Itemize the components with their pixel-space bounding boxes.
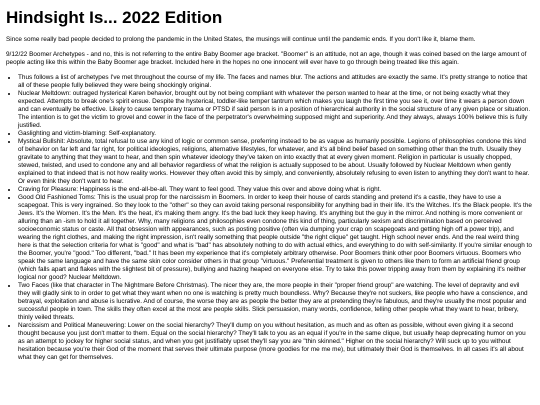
list-item: • Gaslighting and victim-blaming: Self-explanatory. <box>18 130 532 138</box>
list-item: • Mystical Bullshit: Absolute, total refusal to use any kind of logic or common sense, preferring instead to be as vague as humanly possible. Legions of philosophies condone this kind of behavior on far left and far right, for political ideologies, religions, alternative lifestyles, for whatever, and it's all blind belief based on something other than the truth. Usually they gravitate to anything that they want to hear, and then spin whatever ideology they've taken on into exactly that at every given moment. Religion in particular is usually chopped, stewed, twisted, and used to condone any and all behavior regardless of what the religion is actually supposed to be about. Usually followed by Nuclear Meltdown when gently explained to that indeed that is not how reality works. However they often avoid this by simply, and conveniently, absolutely refusing to even listen to anything they don't want to hear. Or even think they don't want to hear. <box>18 138 532 186</box>
list-item: • Thus follows a list of archetypes I've met throughout the course of my life. The faces and names blur. The actions and attitudes are exactly the same. It's pretty strange to notice that all of these people fully believed they were being shockingly original. <box>18 74 532 90</box>
list-item: • Narcissism and Political Maneuvering: Lower on the social hierarchy? They'll dump on you without hesitation, as much and as often as possible, without even giving it a second thought because you just don't matter to them. Equal on the social hierarchy? They'll talk to you as an equal if you're in the same clique, but usually heap deprecating humor on you as an attempt to jockey for higher social status, and when you get justifiably upset they'll say you are "thin skinned." Higher on the social hierarchy? Will suck up to you without hesitation because you're their God of the moment that serves their ultimate purpose (more goodies for me me me), but ultimately their God is themselves. In all cases it's all about what they can get for themselves. <box>18 322 532 362</box>
list-item: • Nuclear Meltdown: outraged hysterical Karen behavior, brought out by not being compliant with whatever the person wanted to hear at the time, or not being exactly what they expected. Attempts to break one's spirit ensue. Despite the hysterical, toddler-like temper tantrum which makes you laugh the first time you see it, over time it wears a person down and can eventually be effective. Likely to cause temporary trauma or PTSD if said person is in a position of hierarchical authority in the social structure of any given place or situation. The intention is to get the victim to grovel and cower in the face of the perpetrator's overwhelming supposed might and superiority. And they always, always 100% believe this is fully justified. <box>18 90 532 130</box>
dated-paragraph: 9/12/22 Boomer Archetypes - and no, this is not referring to the entire Baby Boomer age bracket. "Boomer" is an attitude, not an age, though it was coined based on the large amount of people acting like this within the Baby Boomer age bracket. Included here in the hopes no one innocent will ever have to go through being treated like this again. <box>6 51 527 66</box>
list-item: • Good Old Fashioned Toms: This is the usual prop for the narcissism in Boomers. In order to keep their house of cards standing and pretend it's a castle, they have to use a scapegoat. This is very ingrained. So they look to the "other" so they can avoid taking personal responsibility for anything bad in their life. It's the Witches. It's the Black people. It's the Jews. It's the Women. It's the Men. It's the heat, it's making them angry. It's the bad luck they keep having. It's anything but the guy in the mirror. And nothing is more convenient or alluring than an -ism to hold it all together. Why, many religions and philosophies even condone this kind of thing, particularly sexism and discrimination based on perceived socioeconomic status or caste. All that obsession with appearances, such as posting positive (often via dumping your crap on scapegoats and getting high off a power trip), and wearing the right clothes, and making the right impression, isn't really something that people outside "the right clique" get taught. High school never ends. And the real weird thing here is that the selection criteria for what is "good" and what is "bad" has absolutely nothing to do with actual ethics, and everything to do with self-similarity. If you're similar enough to the Boomer, you're "good." Too different, "bad." It has been my experience that it's completely arbitrary otherwise. Poor Boomers think other poor Boomers virtuous. Boomers who speak the same language and have the same skin color consider others in that group "virtuous." Preferential treatment is given to others like them to form an artificial friend group (which falls apart and flakes with the slightest bit of pressure), bullying and hazing heaped on everyone else. Try to take this power tripping away from them by explaining it's neither logical nor good? Nuclear Meltdown. <box>18 194 532 282</box>
intro-paragraph: Since some really bad people decided to prolong the pandemic in the United States, the musings will continue until the pandemic ends. If you don't like it, blame them. <box>6 36 476 43</box>
archetype-list <box>6 74 532 362</box>
page-title: Hindsight Is... 2022 Edition <box>6 8 223 27</box>
list-item: • Craving for Pleasure: Happiness is the end-all-be-all. They want to feel good. They value this over and above doing what is right. <box>18 186 532 194</box>
list-item: • Two Faces (like that character in The Nightmare Before Christmas). The nicer they are, the more people in their "proper friend group" are watching. The level of depravity and evil they will gladly sink to in order to get what they want when no one is watching is pretty much boundless. Why? Because they're not suckers, like people who have a conscience, and betrayal, exploitation and abuse is lucrative. And of course, the worse they are as people the better they are at pretending they're fabulous, and they're usually the most popular and successful people in town. The skills they often excel at the most are people skills. Slick persuasion, many words, confidence, telling other people what they want to hear, bribery, thinly veiled threats. <box>18 282 532 322</box>
